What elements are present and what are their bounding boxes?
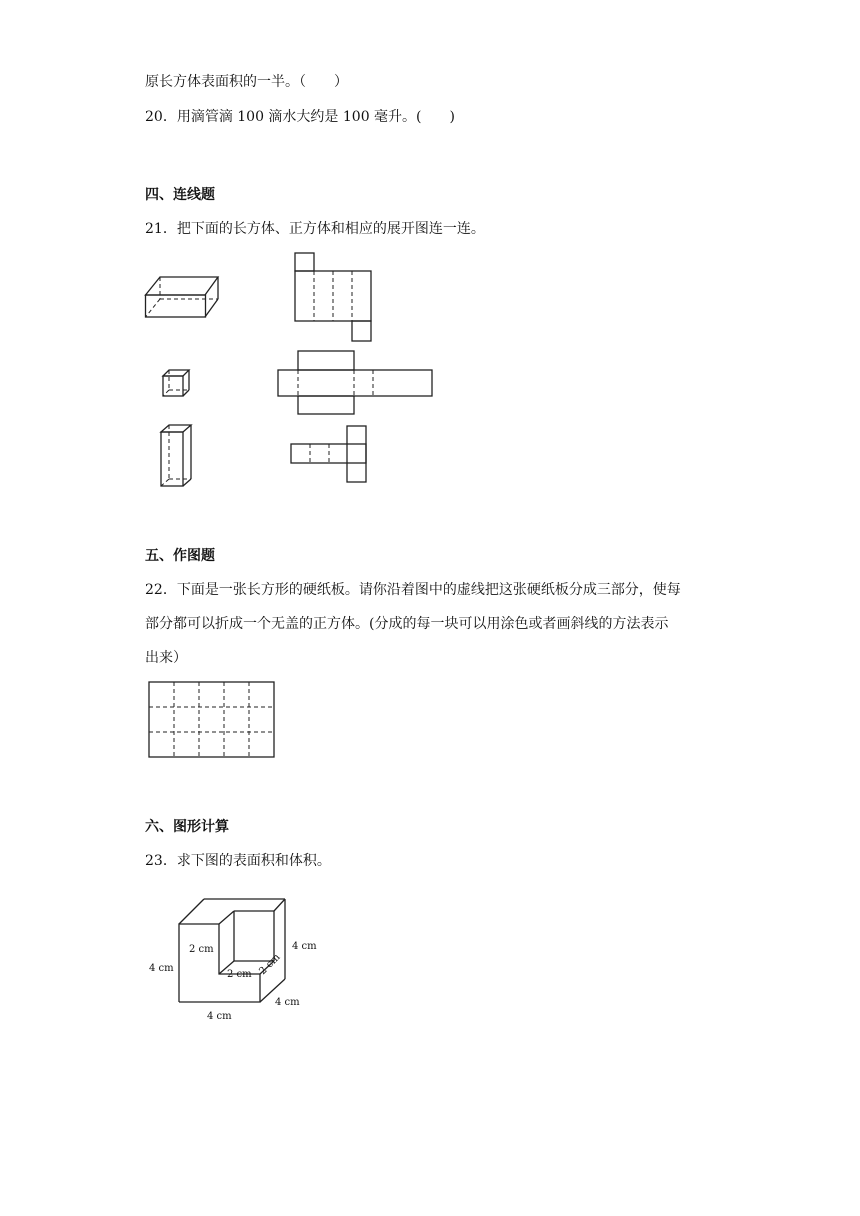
cardboard-grid-figure	[148, 681, 278, 761]
net-1-figure	[294, 252, 374, 344]
notched-cube-figure	[145, 895, 330, 1025]
section-5-heading: 五、作图题	[145, 548, 215, 564]
label-inner-depth: 2 cm	[257, 951, 283, 978]
label-right-depth: 4 cm	[275, 997, 300, 1008]
question-22-line-1: 22．下面是一张长方形的硬纸板。请你沿着图中的虚线把这张硬纸板分成三部分，使每	[145, 582, 681, 598]
cuboid-tall-figure	[160, 424, 195, 488]
question-20: 20．用滴管滴 100 滴水大约是 100 毫升。( )	[145, 109, 455, 125]
question-22-line-2: 部分都可以折成一个无盖的正方体。(分成的每一块可以用涂色或者画斜线的方法表示	[145, 616, 669, 632]
net-3-figure	[290, 425, 370, 485]
question-21: 21．把下面的长方体、正方体和相应的展开图连一连。	[145, 221, 485, 237]
section-6-heading: 六、图形计算	[145, 819, 229, 835]
cuboid-flat-figure	[145, 275, 220, 320]
label-inner-width: 2 cm	[227, 969, 252, 980]
section-4-heading: 四、连线题	[145, 187, 215, 203]
question-19-continuation: 原长方体表面积的一半。（ ）	[145, 74, 348, 90]
label-bottom-width: 4 cm	[207, 1011, 232, 1022]
cube-small-figure	[162, 369, 192, 399]
question-22-line-3: 出来）	[145, 650, 187, 666]
question-23: 23．求下图的表面积和体积。	[145, 853, 331, 869]
net-2-figure	[277, 350, 435, 416]
label-right-height: 4 cm	[292, 941, 317, 952]
label-inner-height: 2 cm	[189, 944, 214, 955]
label-left-height: 4 cm	[149, 963, 174, 974]
